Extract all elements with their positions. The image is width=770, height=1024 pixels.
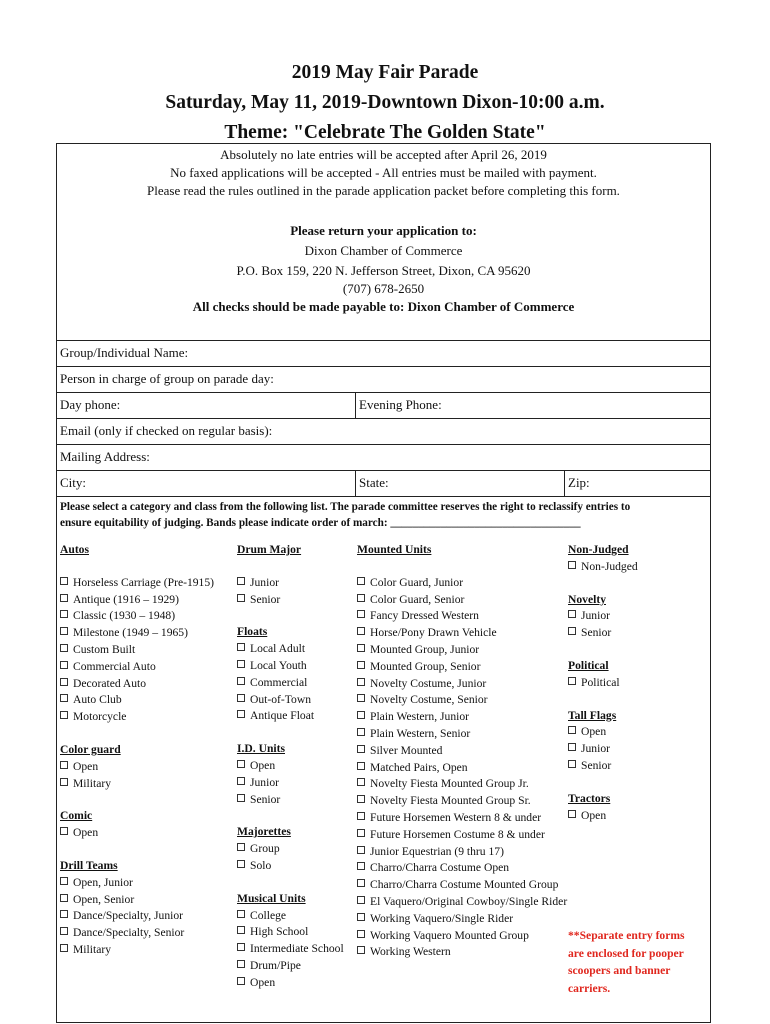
drum-major-heading: Drum Major xyxy=(237,543,302,556)
footnote xyxy=(568,927,685,997)
column-4 xyxy=(568,542,638,824)
checkbox-option[interactable] xyxy=(357,676,567,693)
checkbox-option[interactable] xyxy=(357,760,567,777)
checkbox-option[interactable] xyxy=(237,692,344,709)
option-label: Milestone (1949 – 1965) xyxy=(73,626,188,640)
checkbox-icon[interactable] xyxy=(357,846,365,854)
checkbox-icon[interactable] xyxy=(357,946,365,954)
tall-flags-list xyxy=(568,724,638,774)
group-name-label: Group/Individual Name: xyxy=(60,345,189,360)
checkbox-option[interactable] xyxy=(357,642,567,659)
checkbox-icon[interactable] xyxy=(237,760,245,768)
checkbox-option[interactable] xyxy=(357,692,567,709)
checkbox-option[interactable] xyxy=(357,827,567,844)
option-label: El Vaquero/Original Cowboy/Single Rider xyxy=(370,894,568,908)
checkbox-icon[interactable] xyxy=(357,829,365,837)
checkbox-icon[interactable] xyxy=(237,710,245,718)
notice-3: Please read the rules outlined in the parade application packet before completing this form. xyxy=(147,183,620,198)
instructions-line-2: ensure equitability of judging. Bands please indicate order of march: __________________________________ xyxy=(60,517,581,529)
checkbox-icon[interactable] xyxy=(237,843,245,851)
checkbox-icon[interactable] xyxy=(237,926,245,934)
checkbox-option[interactable] xyxy=(357,659,567,676)
checkbox-option[interactable] xyxy=(60,676,214,693)
checkbox-option[interactable] xyxy=(237,592,344,609)
notice-1: Absolutely no late entries will be accepted after April 26, 2019 xyxy=(220,147,547,162)
option-label: Working Western xyxy=(370,945,451,959)
checkbox-option[interactable] xyxy=(237,841,344,858)
option-label: Commercial Auto xyxy=(73,659,156,673)
checkbox-option[interactable] xyxy=(60,875,214,892)
option-label: Open xyxy=(250,975,276,989)
option-label: Charro/Charra Costume Open xyxy=(370,861,510,875)
musical-units-heading: Musical Units xyxy=(237,891,306,905)
option-label: Solo xyxy=(250,858,272,872)
checkbox-option[interactable] xyxy=(60,642,214,659)
checkbox-icon[interactable] xyxy=(60,894,68,902)
option-label: Novelty Fiesta Mounted Group Jr. xyxy=(370,777,529,791)
checkbox-icon[interactable] xyxy=(357,862,365,870)
novelty-list xyxy=(568,608,638,642)
checkbox-icon[interactable] xyxy=(60,761,68,769)
checkbox-icon[interactable] xyxy=(60,594,68,602)
checkbox-option[interactable] xyxy=(237,658,344,675)
option-label: Dance/Specialty, Senior xyxy=(73,926,185,940)
footnote-line-1: **Separate entry forms xyxy=(568,929,685,942)
checkbox-option[interactable] xyxy=(357,709,567,726)
option-label: Antique Float xyxy=(250,709,315,723)
checkbox-icon[interactable] xyxy=(357,627,365,635)
option-label: Decorated Auto xyxy=(73,676,147,690)
option-label: Out-of-Town xyxy=(250,692,312,706)
checkbox-option[interactable] xyxy=(568,724,638,741)
checkbox-option[interactable] xyxy=(237,675,344,692)
option-label: Commercial xyxy=(250,675,308,689)
option-label: Horseless Carriage (Pre-1915) xyxy=(73,575,215,589)
column-1 xyxy=(60,542,214,959)
checkbox-option[interactable] xyxy=(237,908,344,925)
checkbox-icon[interactable] xyxy=(60,910,68,918)
option-label: Mounted Group, Junior xyxy=(370,642,480,656)
option-label: Open xyxy=(73,826,99,840)
person-in-charge-field[interactable] xyxy=(56,366,711,392)
checkbox-option[interactable] xyxy=(237,575,344,592)
checkbox-option[interactable] xyxy=(237,758,344,775)
option-label: Non-Judged xyxy=(581,559,638,573)
id-units-list xyxy=(237,758,344,808)
checkbox-icon[interactable] xyxy=(60,877,68,885)
option-label: Open, Senior xyxy=(73,892,135,906)
checkbox-option[interactable] xyxy=(60,659,214,676)
option-label: Novelty Fiesta Mounted Group Sr. xyxy=(370,794,531,808)
checkbox-option[interactable] xyxy=(60,942,214,959)
checkbox-icon[interactable] xyxy=(60,927,68,935)
checkbox-option[interactable] xyxy=(237,858,344,875)
city-label: City: xyxy=(60,475,87,490)
email-field[interactable] xyxy=(56,418,711,444)
floats-list xyxy=(237,641,344,725)
checkbox-icon[interactable] xyxy=(357,678,365,686)
option-label: Group xyxy=(250,842,280,856)
color-guard-heading: Color guard xyxy=(60,742,121,756)
option-label: Charro/Charra Costume Mounted Group xyxy=(370,878,559,892)
option-label: Fancy Dressed Western xyxy=(370,609,479,623)
checkbox-icon[interactable] xyxy=(237,643,245,651)
option-label: Military xyxy=(73,776,111,790)
political-heading: Political xyxy=(568,658,609,672)
checkbox-icon[interactable] xyxy=(60,678,68,686)
checkbox-icon[interactable] xyxy=(237,777,245,785)
option-label: Future Horsemen Western 8 & under xyxy=(370,810,542,824)
checkbox-icon[interactable] xyxy=(60,610,68,618)
phone-row xyxy=(56,392,711,418)
non-judged-list xyxy=(568,559,638,576)
checkbox-icon[interactable] xyxy=(357,762,365,770)
option-label: Classic (1930 – 1948) xyxy=(73,609,176,623)
option-label: Plain Western, Junior xyxy=(370,710,469,724)
checkbox-icon[interactable] xyxy=(237,577,245,585)
title-line-2: Saturday, May 11, 2019-Downtown Dixon-10:00 a.m. xyxy=(165,92,605,113)
option-label: Open xyxy=(581,725,607,739)
checkbox-icon[interactable] xyxy=(568,760,576,768)
checkbox-option[interactable] xyxy=(357,928,567,945)
checkbox-option[interactable] xyxy=(357,877,567,894)
checkbox-icon[interactable] xyxy=(60,661,68,669)
option-label: Silver Mounted xyxy=(370,743,443,757)
checkbox-icon[interactable] xyxy=(568,743,576,751)
option-label: Open, Junior xyxy=(73,875,133,889)
footnote-line-2: are enclosed for pooper xyxy=(568,946,684,960)
floats-heading: Floats xyxy=(237,625,268,639)
checkbox-icon[interactable] xyxy=(357,661,365,669)
option-label: Junior xyxy=(581,742,610,756)
checkbox-option[interactable] xyxy=(60,776,214,793)
option-label: Intermediate School xyxy=(250,942,344,956)
checkbox-icon[interactable] xyxy=(357,745,365,753)
checkbox-icon[interactable] xyxy=(237,943,245,951)
title-line-3: Theme: "Celebrate The Golden State" xyxy=(224,122,546,143)
musical-units-list xyxy=(237,908,344,992)
option-label: Junior xyxy=(581,609,610,623)
evening-phone-label: Evening Phone: xyxy=(359,397,442,412)
checkbox-option[interactable] xyxy=(60,925,214,942)
novelty-heading: Novelty xyxy=(568,592,606,606)
checkbox-option[interactable] xyxy=(357,860,567,877)
option-label: Senior xyxy=(581,758,612,772)
checkbox-icon[interactable] xyxy=(357,778,365,786)
checkbox-icon[interactable] xyxy=(357,577,365,585)
checkbox-option[interactable] xyxy=(357,743,567,760)
checkbox-icon[interactable] xyxy=(568,561,576,569)
option-label: Senior xyxy=(250,792,281,806)
title-line-1: 2019 May Fair Parade xyxy=(291,62,479,83)
tractors-list xyxy=(568,808,638,825)
checkbox-icon[interactable] xyxy=(60,627,68,635)
checkbox-icon[interactable] xyxy=(357,930,365,938)
option-label: Military xyxy=(73,942,111,956)
checkbox-option[interactable] xyxy=(357,776,567,793)
checkbox-icon[interactable] xyxy=(357,644,365,652)
checkbox-option[interactable] xyxy=(357,575,567,592)
return-checks: All checks should be made payable to: Dixon Chamber of Commerce xyxy=(192,299,575,314)
option-label: Motorcycle xyxy=(73,710,127,724)
zip-divider xyxy=(564,470,565,496)
checkbox-icon[interactable] xyxy=(237,794,245,802)
return-address: P.O. Box 159, 220 N. Jefferson Street, Dixon, CA 95620 xyxy=(236,263,531,278)
checkbox-icon[interactable] xyxy=(568,627,576,635)
checkbox-icon[interactable] xyxy=(357,795,365,803)
mailing-label: Mailing Address: xyxy=(60,449,150,464)
checkbox-option[interactable] xyxy=(237,708,344,725)
option-label: Plain Western, Senior xyxy=(370,726,471,740)
option-label: Horse/Pony Drawn Vehicle xyxy=(370,626,497,640)
checkbox-option[interactable] xyxy=(60,908,214,925)
autos-list xyxy=(60,575,214,726)
option-label: Working Vaquero Mounted Group xyxy=(370,928,529,942)
option-label: Junior xyxy=(250,575,279,589)
return-heading: Please return your application to: xyxy=(290,223,477,238)
option-label: Novelty Costume, Junior xyxy=(370,676,487,690)
checkbox-option[interactable] xyxy=(237,941,344,958)
checkbox-icon[interactable] xyxy=(237,960,245,968)
column-2 xyxy=(237,542,344,992)
checkbox-icon[interactable] xyxy=(60,577,68,585)
city-state-zip-row xyxy=(56,470,711,496)
checkbox-option[interactable] xyxy=(60,608,214,625)
option-label: Political xyxy=(581,675,620,689)
footnote-line-3: scoopers and banner xyxy=(568,964,671,977)
checkbox-icon[interactable] xyxy=(568,677,576,685)
checkbox-icon[interactable] xyxy=(357,879,365,887)
color-guard-list xyxy=(60,759,214,793)
option-label: Open xyxy=(250,758,276,772)
group-name-field[interactable] xyxy=(56,340,711,366)
checkbox-icon[interactable] xyxy=(60,711,68,719)
fields-bottom-border xyxy=(56,496,711,497)
checkbox-option[interactable] xyxy=(237,641,344,658)
notice-2: No faxed applications will be accepted - All entries must be mailed with payment. xyxy=(170,165,597,180)
option-label: Senior xyxy=(581,626,612,640)
checkbox-option[interactable] xyxy=(357,625,567,642)
checkbox-icon[interactable] xyxy=(357,896,365,904)
option-label: Local Adult xyxy=(250,642,306,656)
non-judged-heading: Non-Judged xyxy=(568,543,629,556)
drill-teams-list xyxy=(60,875,214,959)
checkbox-option[interactable] xyxy=(60,759,214,776)
option-label: Color Guard, Senior xyxy=(370,592,465,606)
comic-list xyxy=(60,825,214,842)
option-label: Junior Equestrian (9 thru 17) xyxy=(370,844,504,858)
checkbox-option[interactable] xyxy=(237,775,344,792)
checkbox-icon[interactable] xyxy=(357,594,365,602)
checkbox-option[interactable] xyxy=(357,944,567,961)
checkbox-option[interactable] xyxy=(237,958,344,975)
autos-heading: Autos xyxy=(60,543,89,556)
drill-teams-heading: Drill Teams xyxy=(60,858,118,872)
option-label: Working Vaquero/Single Rider xyxy=(370,911,514,925)
political-list xyxy=(568,675,638,692)
checkbox-icon[interactable] xyxy=(357,913,365,921)
checkbox-option[interactable] xyxy=(568,608,638,625)
checkbox-icon[interactable] xyxy=(357,728,365,736)
option-label: Future Horsemen Costume 8 & under xyxy=(370,827,545,841)
email-label: Email (only if checked on regular basis): xyxy=(60,423,273,438)
checkbox-option[interactable] xyxy=(357,592,567,609)
tall-flags-heading: Tall Flags xyxy=(568,708,617,722)
option-label: Color Guard, Junior xyxy=(370,575,464,589)
checkbox-icon[interactable] xyxy=(237,677,245,685)
checkbox-icon[interactable] xyxy=(357,610,365,618)
checkbox-icon[interactable] xyxy=(568,610,576,618)
return-org: Dixon Chamber of Commerce xyxy=(304,243,463,258)
checkbox-option[interactable] xyxy=(237,975,344,992)
checkbox-icon[interactable] xyxy=(60,694,68,702)
checkbox-option[interactable] xyxy=(568,808,638,825)
checkbox-icon[interactable] xyxy=(357,694,365,702)
option-label: Open xyxy=(581,808,607,822)
checkbox-option[interactable] xyxy=(568,741,638,758)
day-phone-label: Day phone: xyxy=(60,397,121,412)
option-label: Custom Built xyxy=(73,642,136,656)
checkbox-option[interactable] xyxy=(568,675,638,692)
checkbox-option[interactable] xyxy=(60,825,214,842)
checkbox-icon[interactable] xyxy=(237,594,245,602)
checkbox-option[interactable] xyxy=(60,575,214,592)
option-label: Local Youth xyxy=(250,658,307,672)
checkbox-icon[interactable] xyxy=(568,810,576,818)
checkbox-option[interactable] xyxy=(568,625,638,642)
checkbox-option[interactable] xyxy=(357,894,567,911)
instructions-line-1: Please select a category and class from the following list. The parade committee reserves the right to reclassify entries to xyxy=(60,501,631,513)
comic-heading: Comic xyxy=(60,809,93,823)
return-phone: (707) 678-2650 xyxy=(342,281,425,296)
checkbox-option[interactable] xyxy=(60,625,214,642)
checkbox-icon[interactable] xyxy=(60,944,68,952)
mailing-address-field[interactable] xyxy=(56,444,711,470)
checkbox-icon[interactable] xyxy=(237,694,245,702)
option-label: College xyxy=(250,908,287,922)
option-label: High School xyxy=(250,925,309,939)
checkbox-option[interactable] xyxy=(357,810,567,827)
checkbox-option[interactable] xyxy=(357,793,567,810)
mounted-units-list xyxy=(357,575,567,961)
zip-label: Zip: xyxy=(568,475,590,490)
checkbox-icon[interactable] xyxy=(237,977,245,985)
option-label: Mounted Group, Senior xyxy=(370,659,481,673)
checkbox-icon[interactable] xyxy=(237,660,245,668)
checkbox-option[interactable] xyxy=(568,559,638,576)
checkbox-icon[interactable] xyxy=(60,778,68,786)
state-divider xyxy=(355,470,356,496)
state-label: State: xyxy=(359,475,389,490)
phone-divider xyxy=(355,392,356,418)
majorettes-list xyxy=(237,841,344,875)
person-in-charge-label: Person in charge of group on parade day: xyxy=(60,371,274,386)
checkbox-option[interactable] xyxy=(237,924,344,941)
checkbox-icon[interactable] xyxy=(568,726,576,734)
checkbox-option[interactable] xyxy=(357,911,567,928)
checkbox-icon[interactable] xyxy=(60,827,68,835)
mounted-units-heading: Mounted Units xyxy=(357,543,432,556)
drum-major-list xyxy=(237,575,344,609)
id-units-heading: I.D. Units xyxy=(237,742,285,756)
option-label: Antique (1916 – 1929) xyxy=(73,592,179,606)
footnote-line-4: carriers. xyxy=(568,981,611,995)
checkbox-icon[interactable] xyxy=(60,644,68,652)
checkbox-option[interactable] xyxy=(237,792,344,809)
checkbox-icon[interactable] xyxy=(357,812,365,820)
checkbox-option[interactable] xyxy=(60,592,214,609)
checkbox-icon[interactable] xyxy=(237,860,245,868)
checkbox-option[interactable] xyxy=(357,726,567,743)
checkbox-icon[interactable] xyxy=(357,711,365,719)
checkbox-option[interactable] xyxy=(60,692,214,709)
checkbox-option[interactable] xyxy=(357,608,567,625)
option-label: Junior xyxy=(250,775,279,789)
option-label: Dance/Specialty, Junior xyxy=(73,909,183,923)
checkbox-option[interactable] xyxy=(60,709,214,726)
option-label: Matched Pairs, Open xyxy=(370,760,468,774)
option-label: Drum/Pipe xyxy=(250,958,301,972)
option-label: Auto Club xyxy=(73,693,122,707)
checkbox-icon[interactable] xyxy=(237,910,245,918)
option-label: Novelty Costume, Senior xyxy=(370,693,488,707)
checkbox-option[interactable] xyxy=(60,892,214,909)
majorettes-heading: Majorettes xyxy=(237,825,291,839)
column-3 xyxy=(357,542,567,961)
checkbox-option[interactable] xyxy=(568,758,638,775)
option-label: Open xyxy=(73,759,99,773)
option-label: Senior xyxy=(250,592,281,606)
tractors-heading: Tractors xyxy=(568,791,611,805)
checkbox-option[interactable] xyxy=(357,844,567,861)
